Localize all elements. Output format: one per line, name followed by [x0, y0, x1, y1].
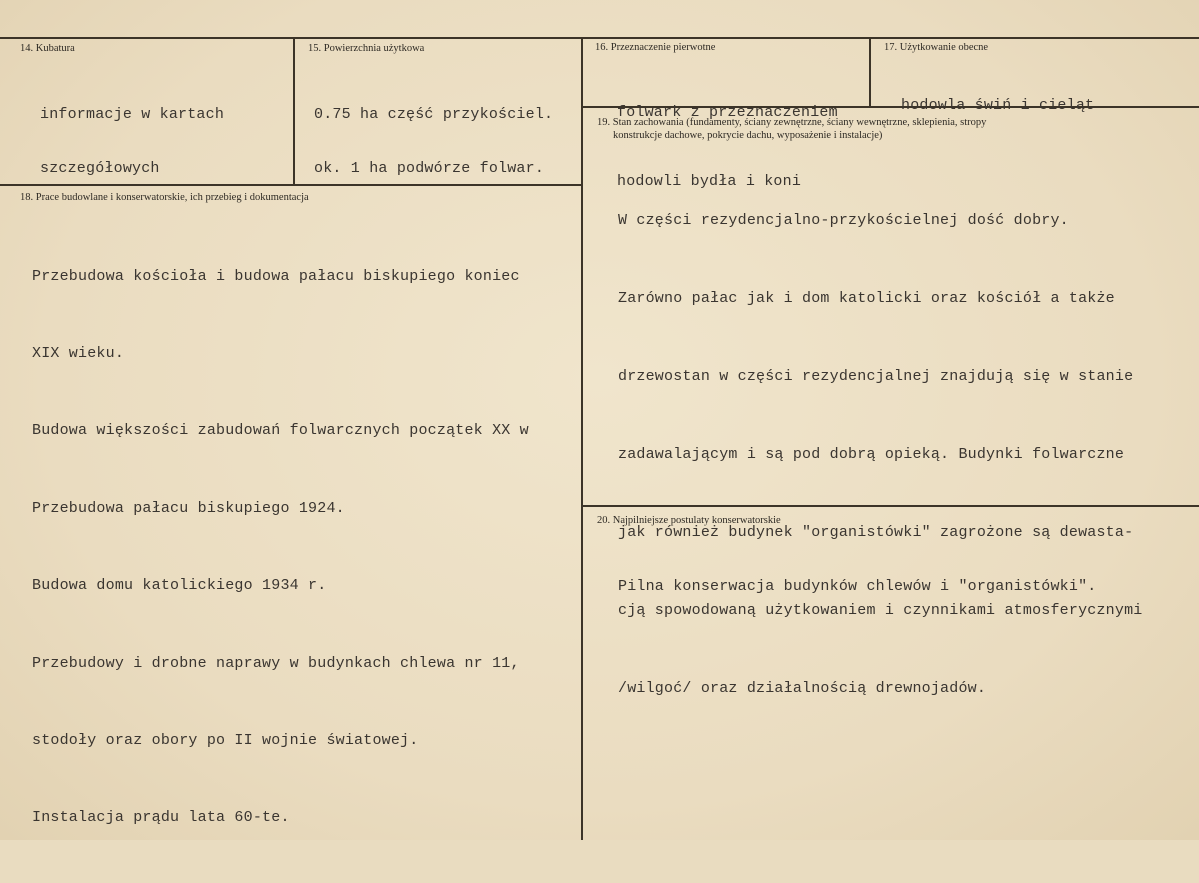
prace-line: Budowa domu katolickiego 1934 r. — [32, 577, 327, 595]
uzytkowanie-line: hodowla świń i cieląt — [901, 97, 1095, 114]
divider-16-17 — [869, 37, 871, 107]
przeznaczenie-label: 16. Przeznaczenie pierwotne — [595, 42, 716, 53]
stan-label-line: konstrukcje dachowe, pokrycie dachu, wyposażenie i instalacje) — [613, 130, 883, 141]
przeznaczenie-line: folwark z przeznaczeniem — [617, 104, 838, 121]
powierzchnia-label: 15. Powierzchnia użytkowa — [308, 43, 425, 54]
stan-line: W części rezydencjalno-przykościelnej dość dobry. — [618, 212, 1069, 229]
stan-line: Zarówno pałac jak i dom katolicki oraz kościół a także — [618, 290, 1115, 307]
prace-line: Instalacja prądu lata 60-te. — [32, 809, 290, 827]
postulaty-label: 20. Najpilniejsze postulaty konserwatorskie — [597, 515, 781, 526]
postulaty-text — [618, 537, 1096, 637]
prace-label: 18. Prace budowlane i konserwatorskie, ich przebieg i dokumentacja — [20, 192, 309, 203]
prace-line: Przebudowy i drobne naprawy w budynkach chlewa nr 11, — [32, 654, 520, 672]
powierzchnia-line: ok. 1 ha podwórze folwar. — [314, 160, 545, 177]
divider-14-15 — [293, 37, 295, 185]
stan-text — [618, 156, 1198, 754]
uzytkowanie-label: 17. Użytkowanie obecne — [884, 42, 989, 53]
kubatura-label: 14. Kubatura — [20, 43, 75, 54]
powierzchnia-text — [314, 70, 553, 214]
prace-line: Przebudowa pałacu biskupiego 1924. — [32, 499, 345, 517]
stan-line: drzewostan w części rezydencjalnej znajdują się w stanie — [618, 368, 1134, 385]
prace-line: Przebudowa kościoła i budowa pałacu biskupiego koniec — [32, 267, 520, 285]
stan-line: zadawalającym i są pod dobrą opieką. Budynki folwarczne — [618, 446, 1125, 463]
postulaty-line: Pilna konserwacja budynków chlewów i "organistówki". — [618, 578, 1097, 595]
prace-line: stodoły oraz obory po II wojnie światowej. — [32, 731, 419, 749]
prace-line: XIX wieku. — [32, 344, 125, 362]
stan-line: cją spowodowaną użytkowaniem i czynnikami atmosferycznymi — [618, 602, 1143, 619]
prace-text — [32, 212, 580, 883]
powierzchnia-line: 0.75 ha część przykościel. — [314, 106, 554, 123]
kubatura-line: szczegółowych — [40, 160, 160, 177]
prace-line: Budowa większości zabudowań folwarcznych początek XX w — [32, 422, 529, 440]
stan-label — [597, 116, 986, 142]
stan-label-line: 19. Stan zachowania (fundamenty, ściany zewnętrzne, ściany wewnętrzne, sklepienia, stropy — [597, 117, 987, 128]
stan-line: /wilgoć/ oraz działalnością drewnojadów. — [618, 680, 987, 697]
kubatura-line: informacje w kartach — [40, 106, 225, 123]
divider-main — [581, 37, 583, 840]
top-rule — [0, 37, 1199, 39]
przeznaczenie-line: hodowli bydła i koni — [617, 173, 802, 190]
stan-line: jak również budynek "organistówki" zagrożone są dewasta- — [618, 524, 1134, 541]
